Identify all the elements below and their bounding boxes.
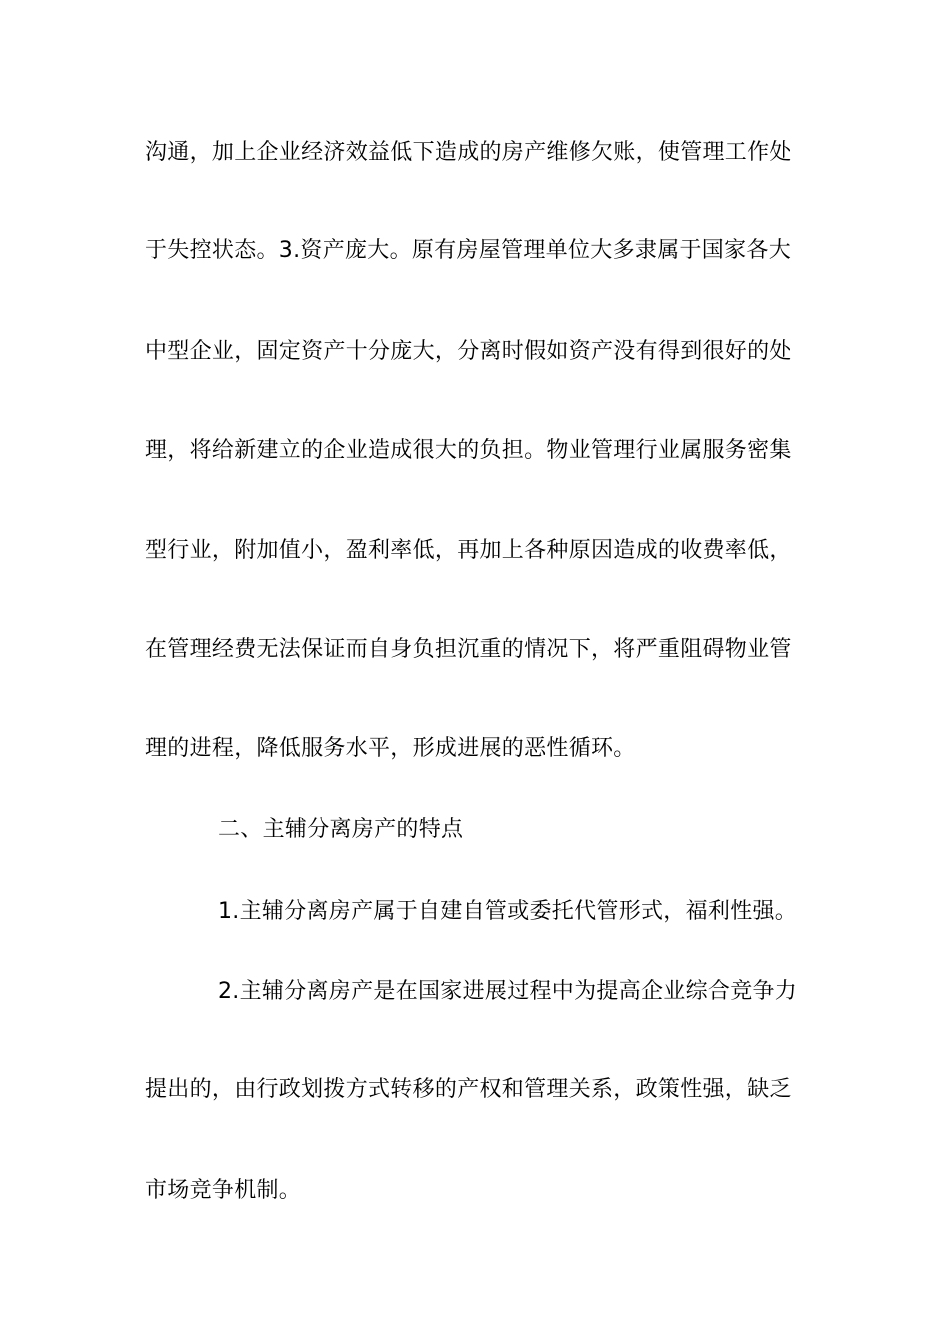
paragraph-line: 理，将给新建立的企业造成很大的负担。物业管理行业属服务密集 [145, 438, 792, 463]
paragraph-line: 型行业，附加值小，盈利率低，再加上各种原因造成的收费率低， [145, 538, 792, 563]
list-item-1: 1.主辅分离房产属于自建自管或委托代管形式，福利性强。 [218, 899, 798, 924]
section-heading: 二、主辅分离房产的特点 [218, 817, 464, 842]
list-item-2-line: 市场竞争机制。 [145, 1178, 302, 1203]
paragraph-line: 理的进程，降低服务水平，形成进展的恶性循环。 [145, 736, 636, 761]
list-item-2-line: 提出的，由行政划拨方式转移的产权和管理关系，政策性强，缺乏 [145, 1077, 792, 1102]
paragraph-line: 中型企业，固定资产十分庞大，分离时假如资产没有得到很好的处 [145, 339, 792, 364]
paragraph-line: 沟通，加上企业经济效益低下造成的房产维修欠账，使管理工作处 [145, 140, 792, 165]
list-item-2-line: 2.主辅分离房产是在国家进展过程中为提高企业综合竞争力 [218, 979, 798, 1004]
paragraph-line: 在管理经费无法保证而自身负担沉重的情况下，将严重阻碍物业管 [145, 637, 792, 662]
paragraph-line: 于失控状态。3.资产庞大。原有房屋管理单位大多隶属于国家各大 [145, 238, 791, 263]
